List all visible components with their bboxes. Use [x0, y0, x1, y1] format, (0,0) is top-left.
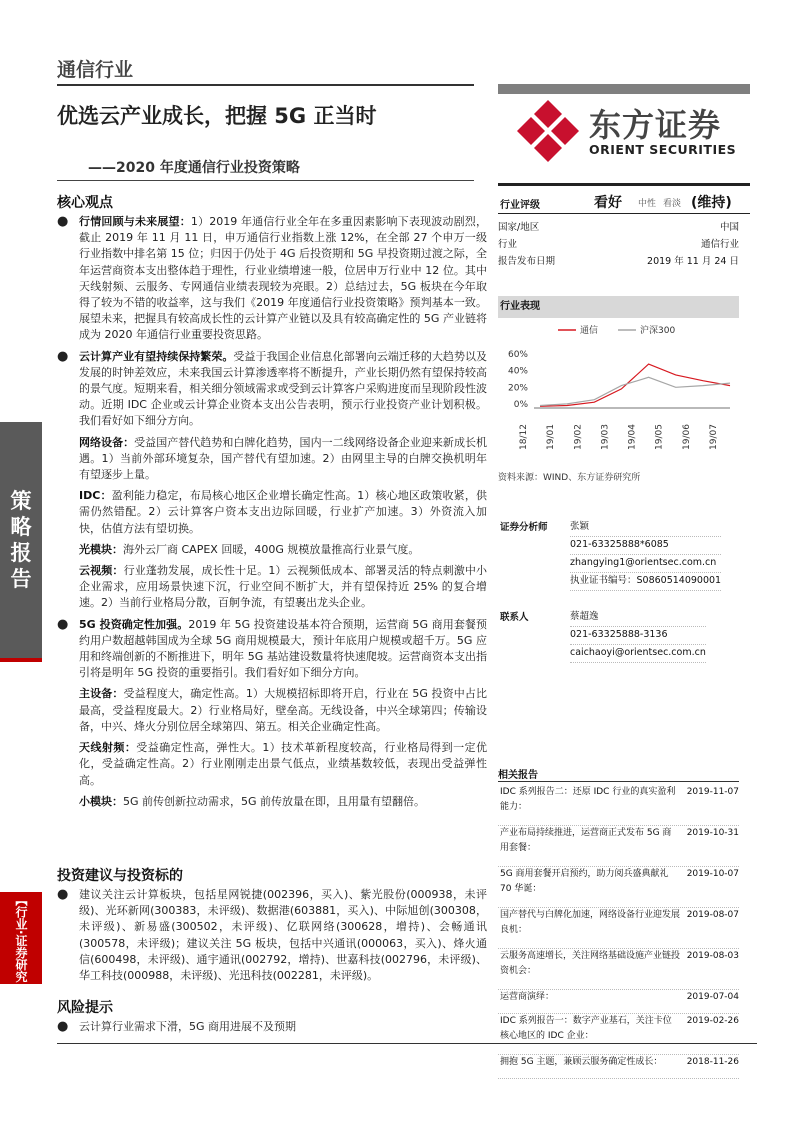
- item-text: 受益于我国企业信息化部署向云端迁移的大趋势以及发展的时钟差效应，未来我国云计算渗透率将不断提升，产业长期仍然有望保持较高的景气度。短期来看，相关细分领域需求或受到云计算客户采购进度而呈现阶段性波动。近期 IDC 企业或云计算企业资本支出公告表明，预示行业投资产业计划积极。我们看好如下细分方向。: [79, 349, 488, 428]
- report-type-char: 告: [10, 567, 32, 591]
- logo-chinese: 东方证券: [589, 106, 722, 144]
- info-value: 2019 年 11 月 24 日: [647, 256, 739, 267]
- x-tick-label: 19/03: [600, 424, 611, 450]
- list-item: [57, 488, 487, 537]
- series-line: [540, 377, 730, 405]
- info-value: 通信行业: [700, 239, 739, 250]
- info-table: [498, 219, 739, 270]
- bullet-icon: ●: [57, 1019, 69, 1034]
- list-item: [57, 563, 487, 612]
- analyst-email[interactable]: zhangying1@orientsec.com.cn: [570, 555, 721, 573]
- company-logo: [515, 96, 745, 166]
- list-item: [57, 794, 487, 810]
- legend-label: 通信: [580, 326, 599, 336]
- report-title: 拥抱 5G 主题，兼顾云服务确定性成长：: [500, 1057, 663, 1067]
- core-view-body: [57, 214, 487, 810]
- logo-divider: [498, 183, 750, 186]
- report-title: 5G 商用套餐开启预约，助力阅兵盛典献礼 70 华诞：: [500, 869, 669, 894]
- header-divider: [57, 84, 474, 86]
- report-title: 国产替代与白牌化加速，网络设备行业迎发展良机：: [500, 910, 681, 935]
- report-date: 2019-10-07: [686, 869, 739, 879]
- item-text: 受益确定性高，弹性大。1）技术革新程度较高，行业格局得到一定优化，受益确定性高。2）行业刚刚走出景气低点，业绩基数较低，表现出受益弹性高。: [79, 741, 488, 787]
- info-key: 国家/地区: [498, 222, 540, 233]
- info-row: [498, 236, 739, 253]
- report-title: 运营商演绎：: [500, 992, 555, 1002]
- report-item[interactable]: [498, 908, 739, 949]
- item-lead: 小模块：: [79, 794, 123, 808]
- rating-neutral: 中性: [638, 199, 657, 209]
- contact-block: [498, 609, 739, 669]
- contact-phone: 021-63325888-3136: [570, 627, 706, 645]
- info-row: [498, 219, 739, 236]
- info-key: 报告发布日期: [498, 256, 556, 267]
- report-item[interactable]: [498, 1055, 739, 1079]
- rating-bad: 看淡: [663, 199, 682, 209]
- core-view-heading: 核心观点: [57, 195, 113, 211]
- related-reports-list: [498, 785, 739, 1079]
- y-tick-label: 40%: [507, 366, 528, 377]
- list-item: [57, 349, 487, 430]
- page-title: 优选云产业成长，把握 5G 正当时: [57, 104, 377, 128]
- item-lead: 天线射频：: [79, 741, 137, 755]
- item-lead: 网络设备：: [79, 435, 135, 449]
- x-tick-label: 19/06: [681, 424, 692, 450]
- x-tick-label: 18/12: [519, 424, 529, 450]
- item-lead: 云视频：: [79, 564, 124, 578]
- x-tick-label: 19/04: [627, 424, 638, 450]
- list-item: [57, 542, 487, 558]
- list-item: [57, 435, 487, 484]
- contact-email[interactable]: caichaoyi@orientsec.com.cn: [570, 645, 706, 663]
- info-value: 中国: [719, 222, 739, 233]
- risk-heading: 风险提示: [57, 1000, 113, 1016]
- report-date: 2019-11-07: [686, 787, 739, 797]
- invest-body: [57, 887, 487, 984]
- performance-heading: 行业表现: [498, 296, 739, 318]
- related-reports-heading: 相关报告: [498, 766, 739, 782]
- list-item: [57, 887, 487, 984]
- list-item: [57, 617, 487, 682]
- report-type-tab: [0, 422, 42, 658]
- y-tick-label: 60%: [507, 350, 528, 361]
- report-item[interactable]: [498, 867, 739, 908]
- info-key: 行业: [498, 239, 518, 250]
- item-text: 2019 年 5G 投资建设基本符合预期，运营商 5G 商用套餐预约用户数超越韩国成为全球 5G 商用规模最大，预计年底用户规模或超千万。5G 应用和终端创新的不断推进下，明年 5G 基站建设数量将快速爬坡。运营商资本支出指引将是明年 5G 投资的重要指引。我们看好如下细分方向。: [79, 617, 487, 680]
- item-text: 海外云厂商 CAPEX 回暖，400G 规模放量推高行业景气度。: [123, 542, 420, 556]
- bullet-icon: ●: [57, 616, 69, 632]
- performance-chart: [498, 320, 739, 470]
- y-tick-label: 20%: [507, 383, 528, 394]
- rating-good: 看好: [594, 195, 622, 211]
- list-item: [57, 214, 487, 344]
- item-text: 受益程度大，确定性高。1）大规模招标即将开启，行业在 5G 投资中占比最高，受益程度最大。2）行业格局好，壁垒高。无线设备，中兴全球第四；传输设备，中兴、烽火分别位居全球第四、第五。相关企业确定性高。: [79, 687, 487, 733]
- item-lead: 行情回顾与未来展望：: [79, 215, 191, 228]
- report-title: 产业布局持续推进，运营商正式发布 5G 商用套餐：: [500, 828, 672, 853]
- legend-label: 沪深300: [640, 326, 676, 336]
- bullet-icon: ●: [57, 887, 69, 902]
- item-lead: 云计算产业有望持续保持繁荣。: [79, 349, 234, 363]
- report-date: 2019-08-03: [686, 951, 739, 961]
- x-tick-label: 19/05: [654, 424, 665, 450]
- rating-maintain: (维持): [691, 195, 732, 211]
- analyst-phone: 021-63325888*6085: [570, 537, 721, 555]
- report-item[interactable]: [498, 1014, 739, 1055]
- contact-label: 联系人: [500, 612, 529, 623]
- report-title: 云服务高速增长，关注网络基础设施产业链投资机会：: [500, 951, 681, 976]
- rating-divider: [498, 213, 750, 214]
- item-text: 盈利能力稳定，布局核心地区企业增长确定性高。1）核心地区政策收紧，供需仍然错配。2）云计算客户资本支出边际回暖，行业扩产加速。3）外资流入加快，估值方法有望切换。: [79, 489, 487, 535]
- x-tick-label: 19/02: [573, 424, 584, 450]
- item-text: 5G 前传创新拉动需求，5G 前传放量在即，且用量有望翻倍。: [123, 794, 426, 808]
- report-date: 2019-10-31: [686, 828, 739, 838]
- item-text: 1）2019 年通信行业全年在多重因素影响下表现波动剧烈，截止 2019 年 11 月 11 日，申万通信行业指数上涨 12%，在全部 27 个申万一级行业指数中排名第 15 位；归因于仍处于 4G 后投资期和 5G 早投资期过渡之际，全年运营商资本支出整体趋于理性，行业业绩增速一般，位居申万行业中 12 位。其中天线射频、云服务、专网通信业绩表现较为亮眼。2）总结过去，5G 板块在今年取得了较为不错的收益率，这与我们《2019 年度通信行业投资策略》预判基本一致。展望未来，把握具有较高成长性的云计算产业链以及具有较高确定性的 5G 产业链将成为 2020 年通信行业重要投资思路。: [79, 215, 487, 342]
- item-text: 行业蓬勃发展，成长性十足。1）云视频低成本、部署灵活的特点刺激中小企业需求，应用场景快速下沉，行业空间不断扩大，并有望保持近 25% 的复合增速。2）当前行业格局分散，百舸争流，有望裹出龙头企业。: [79, 564, 488, 610]
- list-item: [57, 686, 487, 735]
- page-subtitle: ——2020 年度通信行业投资策略: [88, 160, 300, 176]
- logo-english: ORIENT SECURITIES: [589, 142, 737, 157]
- item-text: 云计算行业需求下滑，5G 商用进展不及预期: [79, 1020, 297, 1033]
- tab-accent-bar: [0, 658, 42, 662]
- report-item[interactable]: [498, 949, 739, 990]
- risk-body: [57, 1019, 487, 1035]
- analyst-label: 证券分析师: [500, 522, 548, 533]
- report-date: 2019-07-04: [686, 992, 739, 1002]
- industry-rating: [498, 190, 750, 212]
- report-item[interactable]: [498, 826, 739, 867]
- rating-label: 行业评级: [500, 200, 540, 211]
- report-date: 2018-11-26: [686, 1057, 739, 1067]
- header-divider-right: [498, 84, 750, 94]
- invest-heading: 投资建议与投资标的: [57, 868, 183, 884]
- report-type-char: 报: [10, 541, 32, 565]
- item-lead: 主设备：: [79, 687, 124, 701]
- report-title: IDC 系列报告一：数字产业基石，关注卡位核心地区的 IDC 企业：: [500, 1016, 672, 1041]
- title-divider: [57, 180, 474, 181]
- report-date: 2019-02-26: [686, 1016, 739, 1026]
- item-text: 建议关注云计算板块，包括星网锐捷(002396，买入)、紫光股份(000938，未评级)、光环新网(300383，未评级)、数据港(603881，买入)、中际旭创(300308，未评级)、新易盛(300502，未评级)、亿联网络(300628，增持)、会畅通讯(300578，未评级)；建议关注 5G 板块，包括中兴通讯(000063，买入)、烽火通信(600498，未评级)、通宇通讯(002792，增持)、世嘉科技(002796，未评级)、华工科技(000988，未评级)、光迅科技(002281，未评级)。: [79, 888, 487, 983]
- analyst-license: 执业证书编号：S0860514090001: [570, 573, 721, 591]
- logo-mark-icon: [515, 98, 581, 164]
- list-item: [57, 740, 487, 789]
- x-tick-label: 19/01: [546, 424, 557, 450]
- analyst-block: [498, 519, 739, 599]
- list-item: [57, 1019, 487, 1035]
- report-type-char: 策: [10, 489, 32, 513]
- report-type-char: 略: [10, 515, 32, 539]
- chart-source: 资料来源：WIND、东方证券研究所: [498, 473, 641, 483]
- report-item[interactable]: [498, 785, 739, 826]
- report-date: 2019-08-07: [686, 910, 739, 920]
- info-row: [498, 253, 739, 270]
- item-lead: IDC：: [79, 489, 112, 503]
- industry-title: 通信行业: [57, 59, 134, 81]
- contact-name: 蔡超逸: [570, 609, 706, 627]
- y-tick-label: 0%: [513, 399, 528, 410]
- item-lead: 光模块：: [79, 542, 123, 556]
- bullet-icon: ●: [57, 214, 69, 229]
- analyst-name: 张颖: [570, 519, 721, 537]
- item-text: 受益国产替代趋势和白牌化趋势，国内一二线网络设备企业迎来新成长机遇。1）当前外部环境复杂，国产替代有望加速。2）由网里主导的白牌交换机明年有望逐步上量。: [79, 435, 487, 482]
- bullet-icon: ●: [57, 348, 69, 364]
- report-title: IDC 系列报告二：还原 IDC 行业的真实盈利能力：: [500, 787, 676, 812]
- report-item[interactable]: [498, 990, 739, 1014]
- item-lead: 5G 投资确定性加强。: [79, 617, 189, 631]
- x-tick-label: 19/07: [709, 424, 719, 450]
- research-report-tab: 【行业·证券研究: [0, 892, 42, 984]
